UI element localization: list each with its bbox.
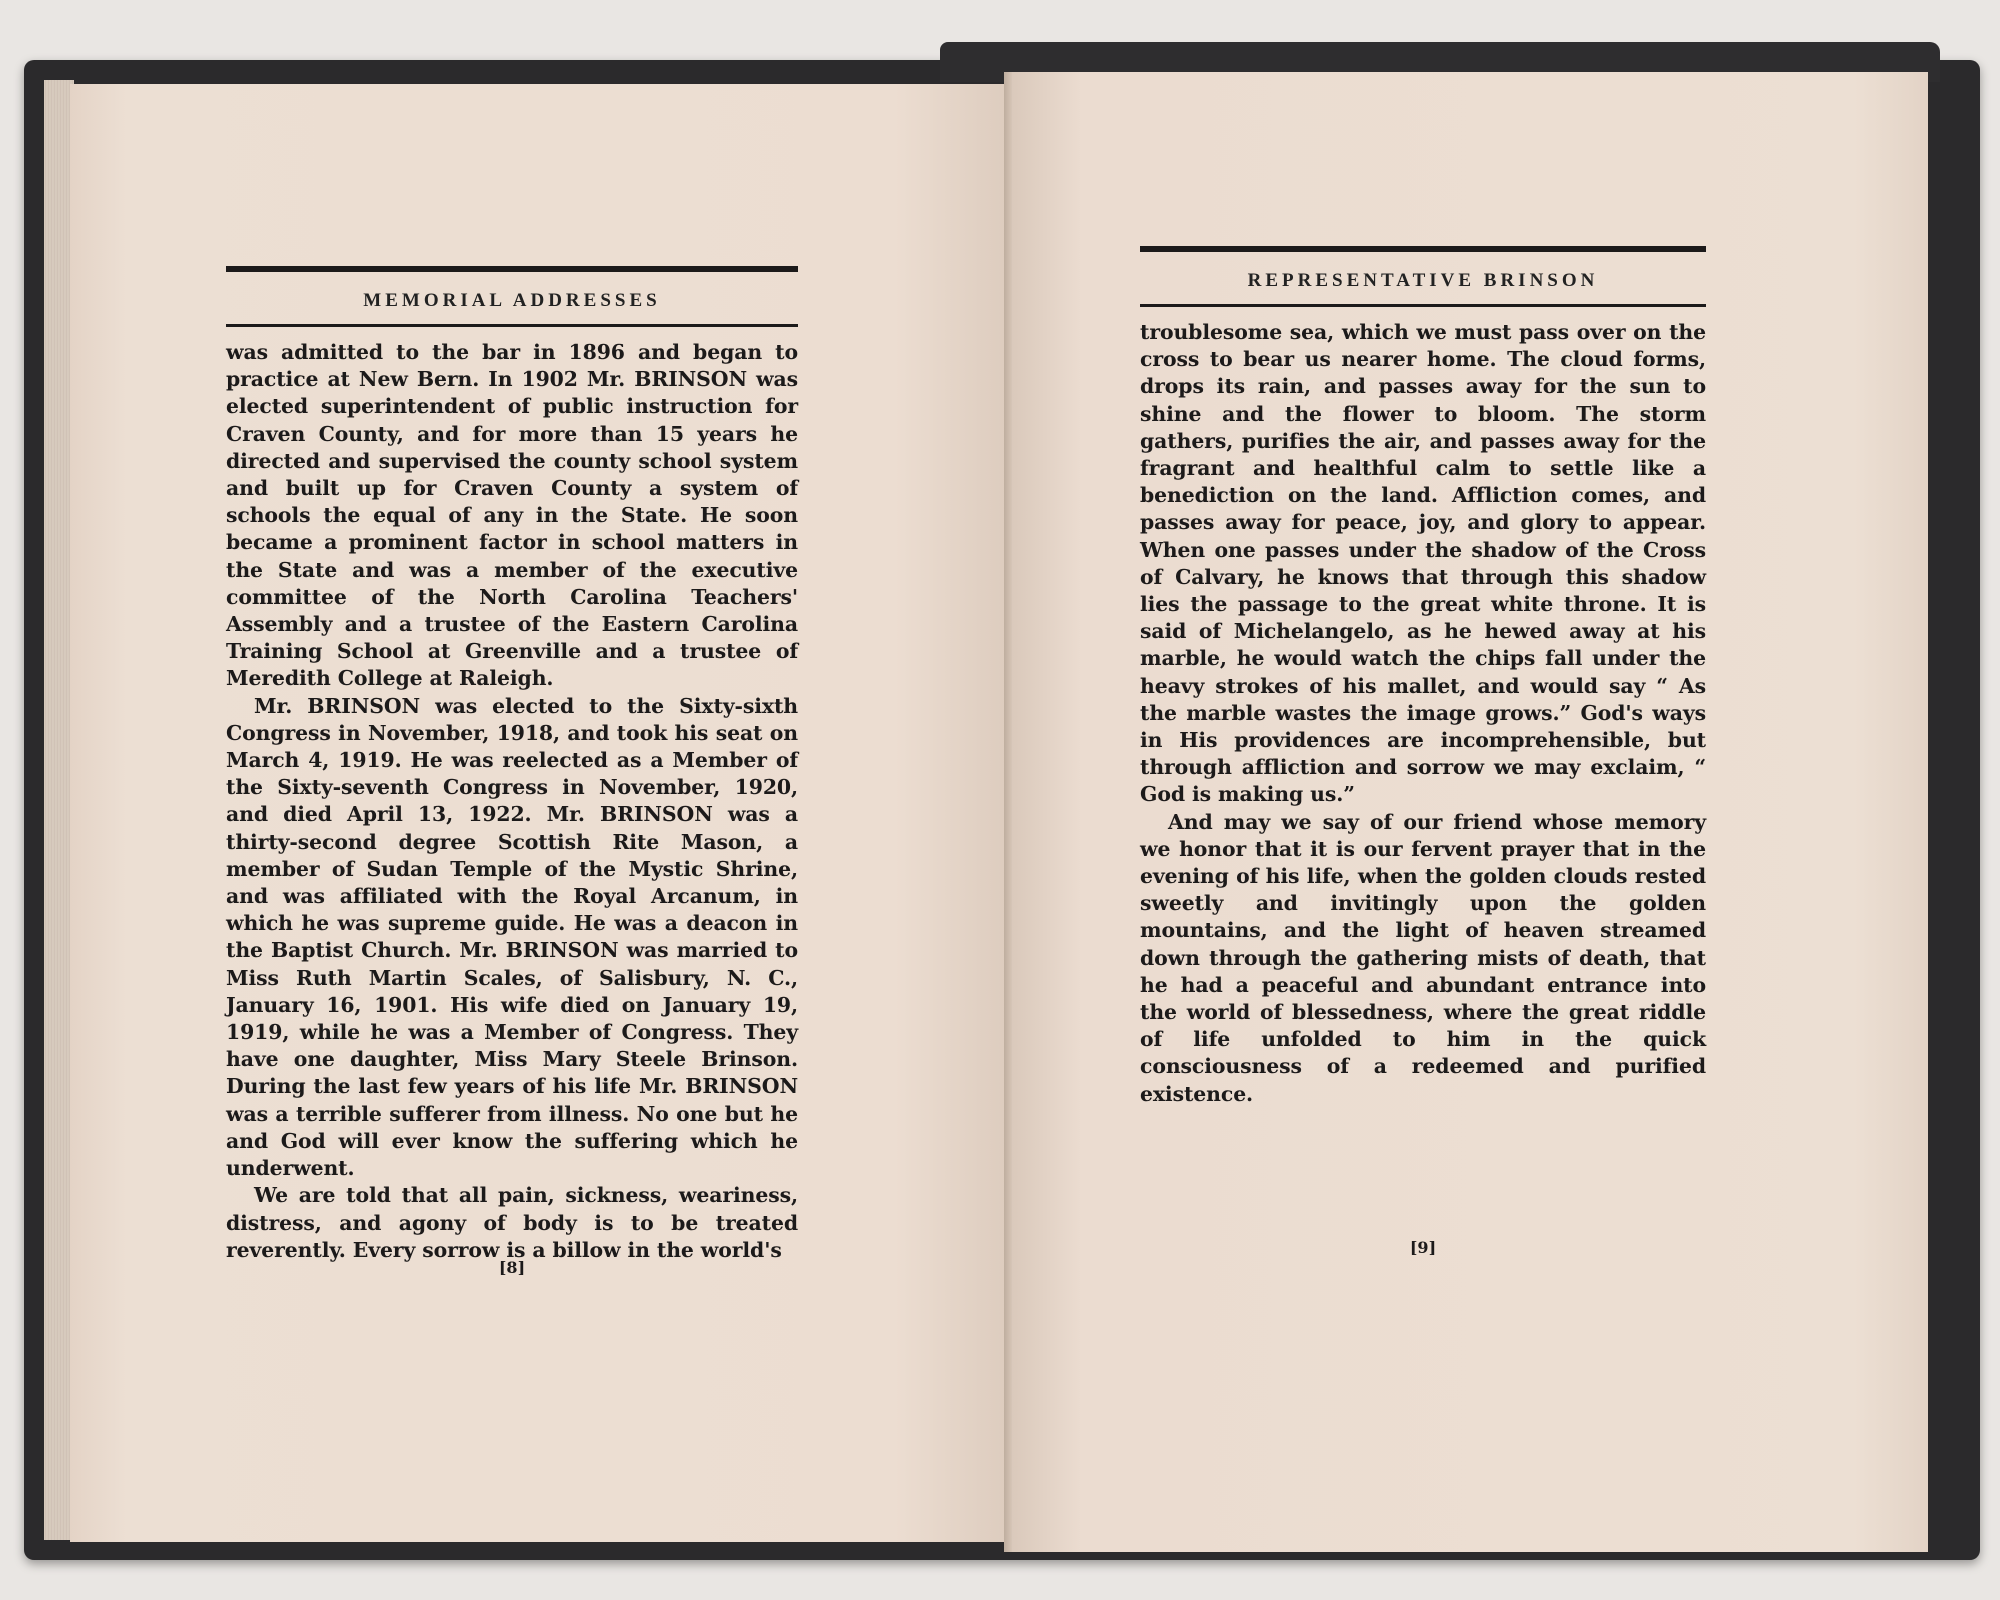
book-gutter xyxy=(1004,72,1012,1552)
running-head-rule-top xyxy=(1140,246,1706,252)
page-number: [9] xyxy=(1409,1238,1437,1257)
paragraph: was admitted to the bar in 1896 and began to practice at New Bern. In 1902 Mr. BRINSON was elected superintendent of public instruction for Craven County, and for more than 15 years he directed and supervised the county school system and built up for Craven County a system of schools the equal of any in the State. He soon became a prominent factor in school matters in the State and was a member of the executive committee of the North Carolina Teachers' Assembly and a trustee of the Eastern Carolina Training School at Greenville and a trustee of Meredith College at Raleigh. xyxy=(226,340,798,691)
paragraph: And may we say of our friend whose memory we honor that it is our fervent prayer that in the evening of his life, when the golden clouds rested sweetly and invitingly upon the golden mountains, and the light of heaven streamed down through the gathering mists of death, that he had a peaceful and abundant entrance into the world of blessedness, where the great riddle of life unfolded to him in the quick consciousness of a redeemed and purified existence. xyxy=(1140,809,1706,1106)
paragraph: troublesome sea, which we must pass over on the cross to bear us nearer home. The cloud forms, drops its rain, and passes away for the sun to shine and the flower to bloom. The storm gathers, purifies the air, and passes away for the fragrant and healthful calm to settle like a benediction on the land. Affliction comes, and passes away for peace, joy, and glory to appear. When one passes under the shadow of the Cross of Calvary, he knows that through this shadow lies the passage to the great white throne. It is said of Michelangelo, as he hewed away at his marble, he would watch the chips fall under the heavy strokes of his mallet, and would say “ As the marble wastes the image grows.” God's ways in His providences are incomprehensible, but through affliction and sorrow we may exclaim, “ God is making us.” xyxy=(1140,320,1706,807)
running-head-rule-bottom xyxy=(226,324,798,327)
paragraph: Mr. BRINSON was elected to the Sixty-sixth Congress in November, 1918, and took his seat on March 4, 1919. He was reelected as a Member of the Sixty-seventh Congress in November, 1920, and died April 13, 1922. Mr. BRINSON was a thirty-second degree Scottish Rite Mason, a member of Sudan Temple of the Mystic Shrine, and was affiliated with the Royal Arcanum, in which he was supreme guide. He was a deacon in the Baptist Church. Mr. BRINSON was married to Miss Ruth Martin Scales, of Salisbury, N. C., January 16, 1901. His wife died on January 19, 1919, while he was a Member of Congress. They have one daughter, Miss Mary Steele Brinson. During the last few years of his life Mr. BRINSON was a terrible sufferer from illness. No one but he and God will ever know the suffering which he underwent. xyxy=(226,693,798,1181)
right-page-content xyxy=(1140,246,1706,1257)
running-head: REPRESENTATIVE BRINSON xyxy=(1247,270,1599,291)
left-page-content xyxy=(226,266,798,1277)
body-text xyxy=(226,339,798,1264)
page-number: [8] xyxy=(498,1258,526,1277)
body-text xyxy=(1140,319,1706,1108)
running-head: MEMORIAL ADDRESSES xyxy=(363,290,661,311)
paragraph: We are told that all pain, sickness, weariness, distress, and agony of body is to be treated reverently. Every sorrow is a billow in the world's xyxy=(226,1183,798,1262)
running-head-rule-top xyxy=(226,266,798,272)
running-head-rule-bottom xyxy=(1140,304,1706,307)
